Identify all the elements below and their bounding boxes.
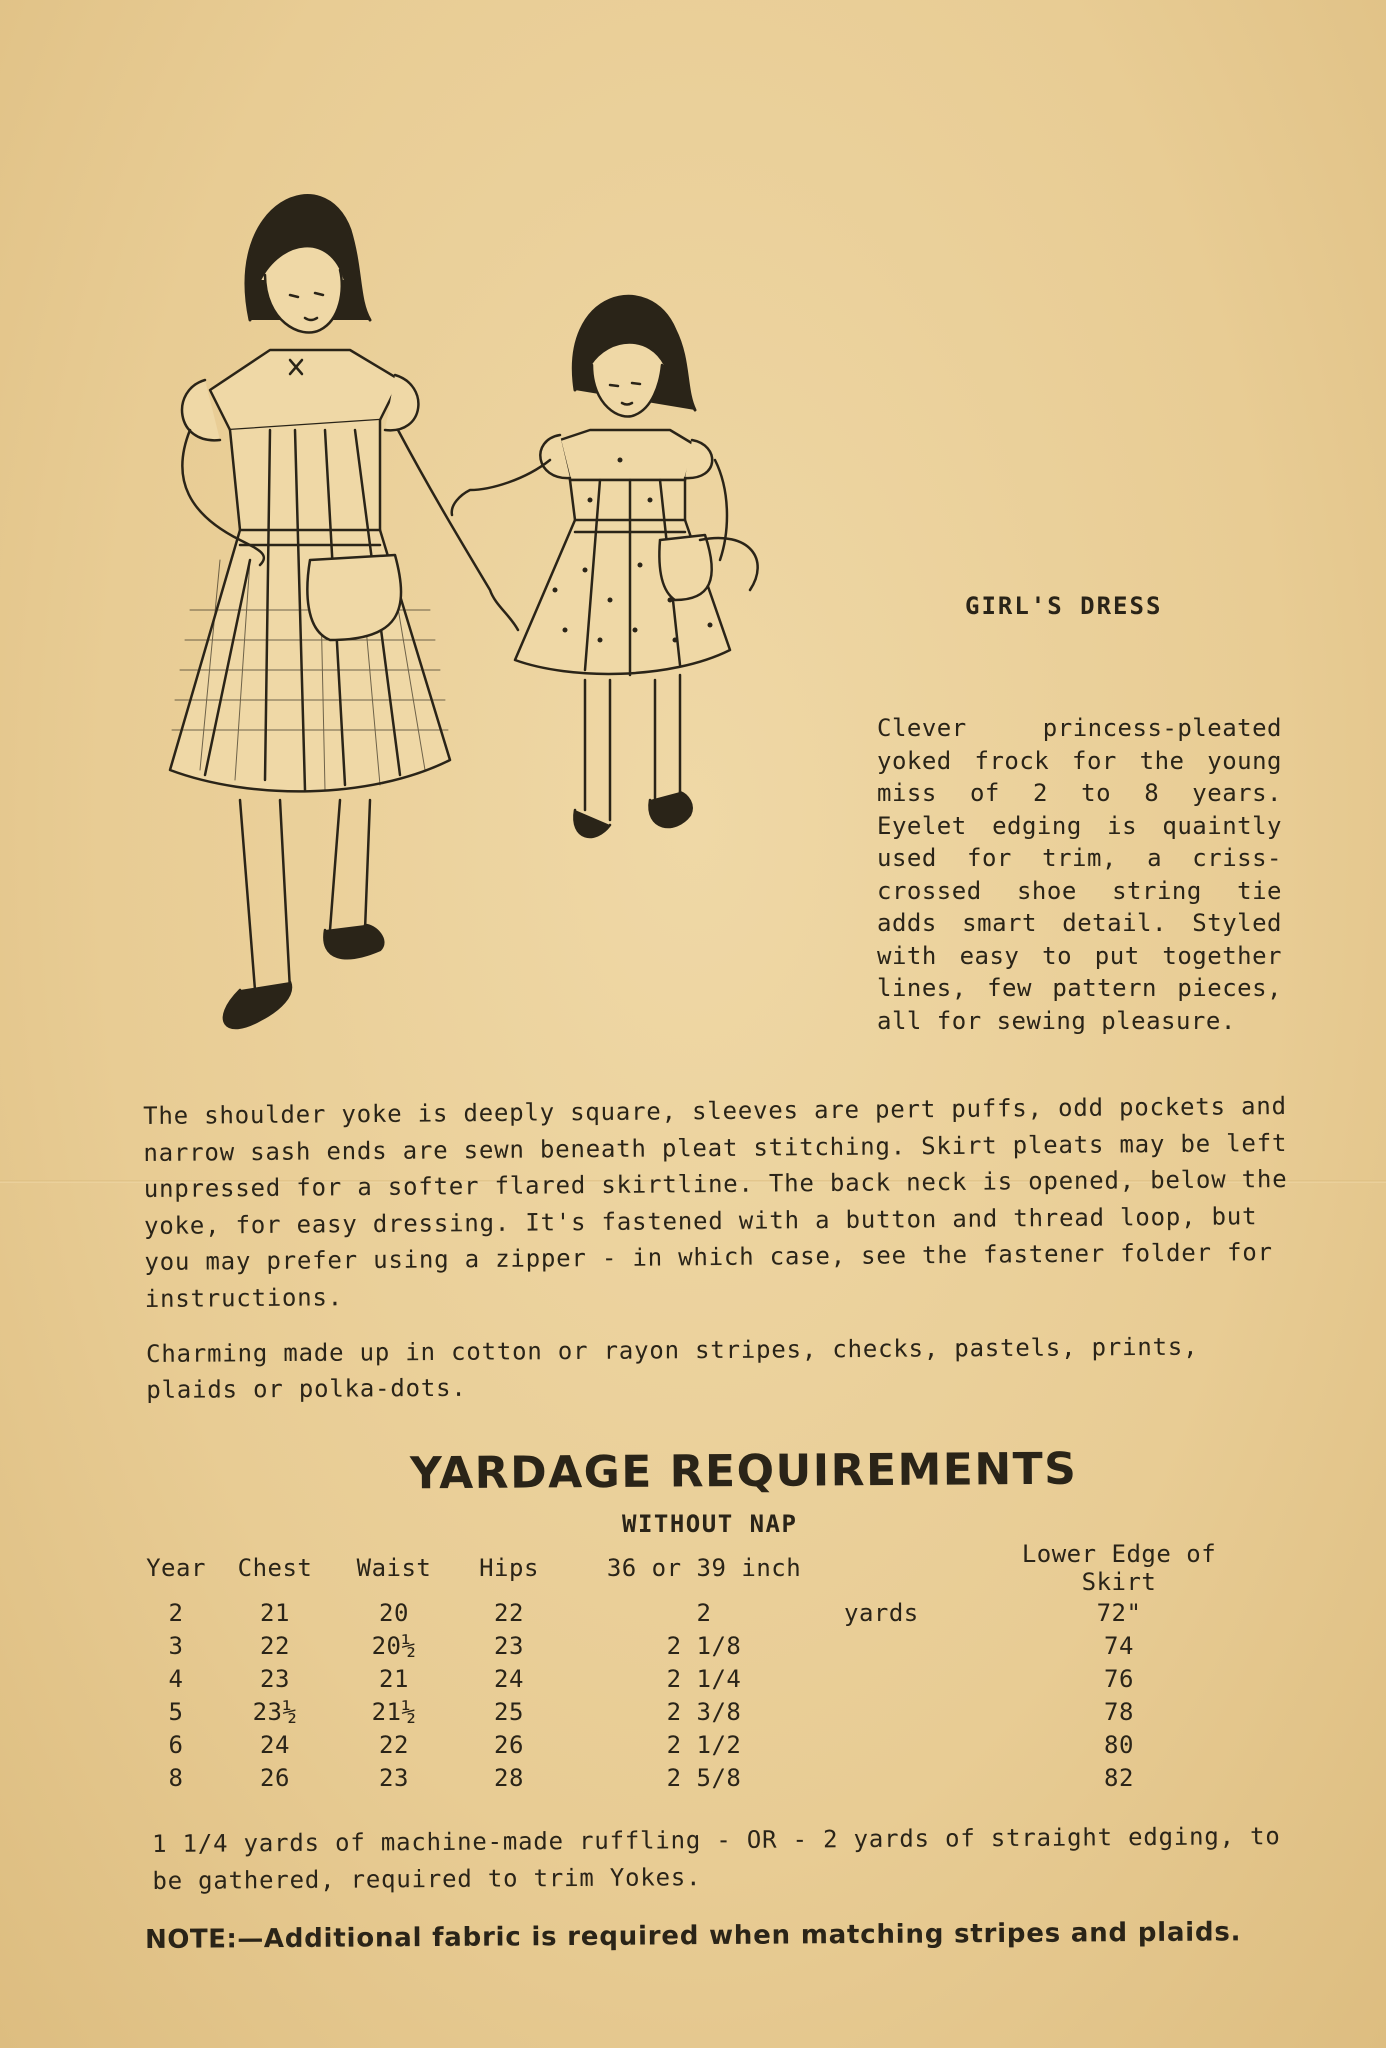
cell-chest: 21 — [260, 1598, 290, 1627]
cell-yards: 2 5/8 — [666, 1763, 742, 1792]
cell-skirt: 80 — [1104, 1730, 1134, 1759]
note-text: Additional fabric is required when matching stripes and plaids. — [263, 1917, 1242, 1955]
table-row — [136, 1662, 1254, 1695]
cell-hips: 25 — [494, 1697, 524, 1726]
cell-year: 2 — [168, 1598, 184, 1627]
header-chest: Chest — [237, 1554, 313, 1582]
without-nap-label: WITHOUT NAP — [622, 1510, 798, 1538]
header-lower-edge-skirt: Lower Edge of Skirt — [1021, 1540, 1217, 1596]
cell-skirt: 72" — [1096, 1598, 1142, 1627]
cell-units: yards — [844, 1598, 919, 1627]
cell-yards: 2 1/8 — [666, 1631, 742, 1660]
yardage-title: YARDAGE REQUIREMENTS — [409, 1443, 1078, 1500]
table-row — [136, 1629, 1254, 1662]
cell-waist: 22 — [379, 1730, 409, 1759]
cell-chest: 24 — [260, 1730, 290, 1759]
cell-year: 3 — [168, 1631, 184, 1660]
cell-waist: 20 — [379, 1598, 409, 1627]
younger-girl-figure — [452, 296, 758, 837]
cell-skirt: 74 — [1104, 1631, 1134, 1660]
cell-hips: 22 — [494, 1598, 524, 1627]
header-hips: Hips — [479, 1554, 539, 1582]
cell-hips: 24 — [494, 1664, 524, 1693]
cell-chest: 22 — [260, 1631, 290, 1660]
cell-skirt: 82 — [1104, 1763, 1134, 1792]
cell-waist: 23 — [379, 1763, 409, 1792]
cell-yards: 2 1/2 — [666, 1730, 742, 1759]
cell-waist: 20½ — [371, 1631, 417, 1660]
cell-year: 4 — [168, 1664, 184, 1693]
cell-waist: 21½ — [371, 1697, 417, 1726]
cell-waist: 21 — [379, 1664, 409, 1693]
header-fabric-width: 36 or 39 inch — [606, 1554, 802, 1582]
header-year: Year — [146, 1554, 206, 1582]
header-waist: Waist — [356, 1554, 432, 1582]
cell-hips: 23 — [494, 1631, 524, 1660]
ruffling-note: 1 1/4 yards of machine-made ruffling - OR - 2 yards of straight edging, to be gathered, required to trim Yokes. — [152, 1822, 1281, 1895]
description-long: The shoulder yoke is deeply square, sleeves are pert puffs, odd pockets and narrow sash ends are sewn beneath pleat stitching. Skirt pleats may be left unpressed for a softer flared skirtline. The back neck is opened, below the yoke, for easy dressing. It's fastened with a button and thread loop, but you may prefer using a zipper - in which case, see the fastener folder for instructions. — [143, 1092, 1288, 1313]
cell-skirt: 78 — [1104, 1697, 1134, 1726]
yardage-table — [136, 1540, 1254, 1794]
cell-year: 8 — [168, 1763, 184, 1792]
cell-year: 5 — [168, 1697, 184, 1726]
pattern-heading: GIRL'S DRESS — [965, 592, 1163, 620]
description-short: Clever princess-pleated yoked frock for the young miss of 2 to 8 years. Eyelet edging is quaintly used for trim, a criss-crossed shoe string tie adds smart detail. Styled with easy to put together lines, few pattern pieces, all for sewing pleasure. — [877, 714, 1282, 1035]
yardage-header-row — [136, 1540, 1254, 1596]
cell-skirt: 76 — [1104, 1664, 1134, 1693]
fabric-suggestions: Charming made up in cotton or rayon stripes, checks, pastels, prints, plaids or polka-dots. — [146, 1332, 1199, 1404]
fabric-note — [145, 1917, 1241, 1955]
note-lead: NOTE:— — [145, 1924, 264, 1955]
cell-chest: 23½ — [252, 1697, 298, 1726]
cell-hips: 26 — [494, 1730, 524, 1759]
table-row — [136, 1596, 1254, 1629]
cell-chest: 23 — [260, 1664, 290, 1693]
cell-yards: 2 3/8 — [666, 1697, 742, 1726]
cell-yards: 2 — [696, 1598, 712, 1627]
table-row — [136, 1695, 1254, 1728]
table-row — [136, 1728, 1254, 1761]
cell-year: 6 — [168, 1730, 184, 1759]
table-row — [136, 1761, 1254, 1794]
girls-dress-illustration — [130, 160, 870, 1120]
cell-chest: 26 — [260, 1763, 290, 1792]
cell-yards: 2 1/4 — [666, 1664, 742, 1693]
cell-hips: 28 — [494, 1763, 524, 1792]
older-girl-figure — [170, 196, 518, 1028]
